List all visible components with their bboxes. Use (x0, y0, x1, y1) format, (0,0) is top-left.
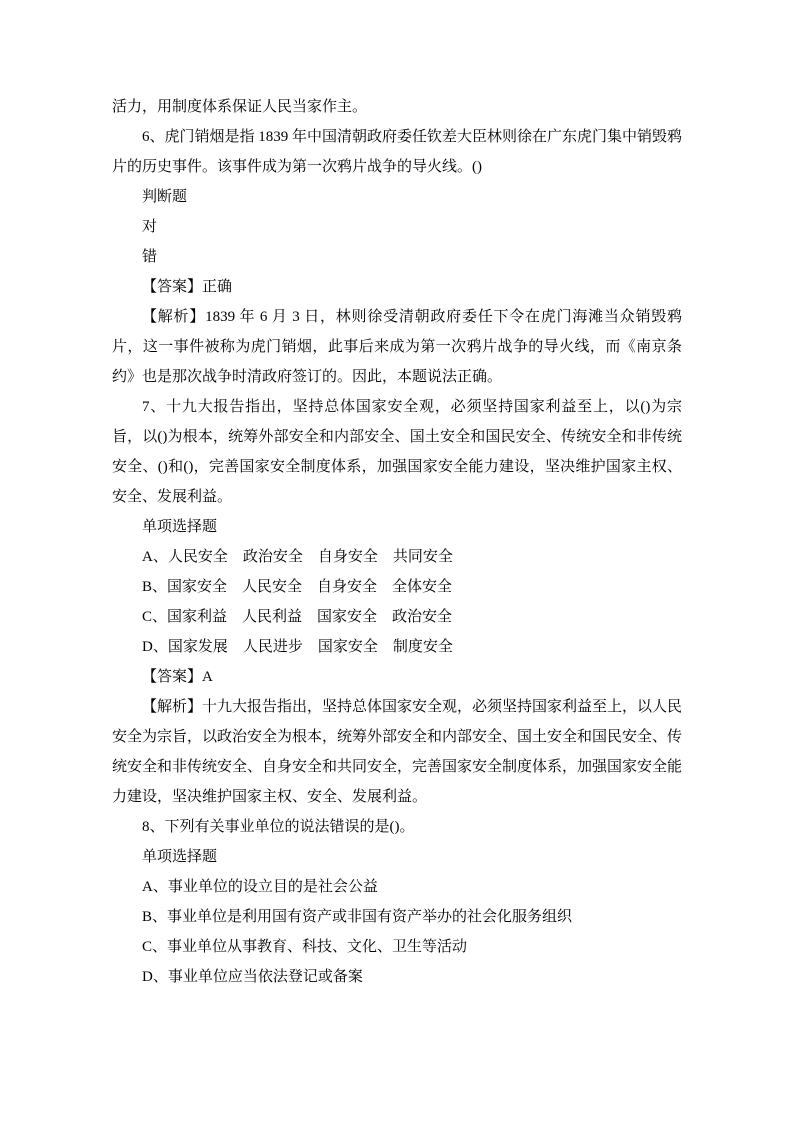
question-7-option-a: A、人民安全 政治安全 自身安全 共同安全 (142, 549, 453, 565)
question-7-stem: 7、十九大报告指出，坚持总体国家安全观，必须坚持国家利益至上，以()为宗旨，以()为根本，统筹外部安全和内部安全、国土安全和国民安全、传统安全和非传统安全、()和()，完善国家安全制度体系，加强国家安全能力建设，坚决维护国家主权、安全、发展利益。 (112, 399, 682, 505)
question-7-option-c: C、国家利益 人民利益 国家安全 政治安全 (142, 609, 453, 625)
question-7-answer: 【答案】A (142, 669, 213, 685)
question-8-type-label: 单项选择题 (142, 849, 218, 865)
question-7-option-b: B、国家安全 人民安全 自身安全 全体安全 (142, 579, 453, 595)
question-7-analysis: 【解析】十九大报告指出，坚持总体国家安全观，必须坚持国家利益至上，以人民安全为宗旨，以政治安全为根本，统筹外部安全和内部安全、国土安全和国民安全、传统安全和非传统安全、自身安全和共同安全，完善国家安全制度体系，加强国家安全能力建设，坚决维护国家主权、安全、发展利益。 (112, 699, 683, 805)
question-6-stem: 6、虎门销烟是指 1839 年中国清朝政府委任钦差大臣林则徐在广东虎门集中销毁鸦片的历史事件。该事件成为第一次鸦片战争的导火线。() (112, 129, 683, 175)
question-7-option-d: D、国家发展 人民进步 国家安全 制度安全 (142, 639, 453, 655)
paragraph-continuation: 活力，用制度体系保证人民当家作主。 (112, 99, 368, 115)
question-8-stem: 8、下列有关事业单位的说法错误的是()。 (142, 819, 415, 835)
question-7-type-label: 单项选择题 (142, 519, 218, 535)
question-8-option-d: D、事业单位应当依法登记或备案 (142, 969, 363, 985)
question-6-answer: 【答案】正确 (142, 279, 233, 295)
question-8-option-a: A、事业单位的设立目的是社会公益 (142, 879, 378, 895)
question-8-option-c: C、事业单位从事教育、科技、文化、卫生等活动 (142, 939, 468, 955)
question-6-analysis: 【解析】1839 年 6 月 3 日，林则徐受清朝政府委任下令在虎门海滩当众销毁鸦片，这一事件被称为虎门销烟，此事后来成为第一次鸦片战争的导火线，而《南京条约》也是那次战争时清政府签订的。因此，本题说法正确。 (112, 309, 682, 385)
question-6-type-label: 判断题 (142, 189, 188, 205)
question-6-option-true: 对 (142, 219, 158, 235)
document-body (112, 92, 682, 992)
question-8-option-b: B、事业单位是利用国有资产或非国有资产举办的社会化服务组织 (142, 909, 573, 925)
question-6-option-false: 错 (142, 249, 158, 265)
